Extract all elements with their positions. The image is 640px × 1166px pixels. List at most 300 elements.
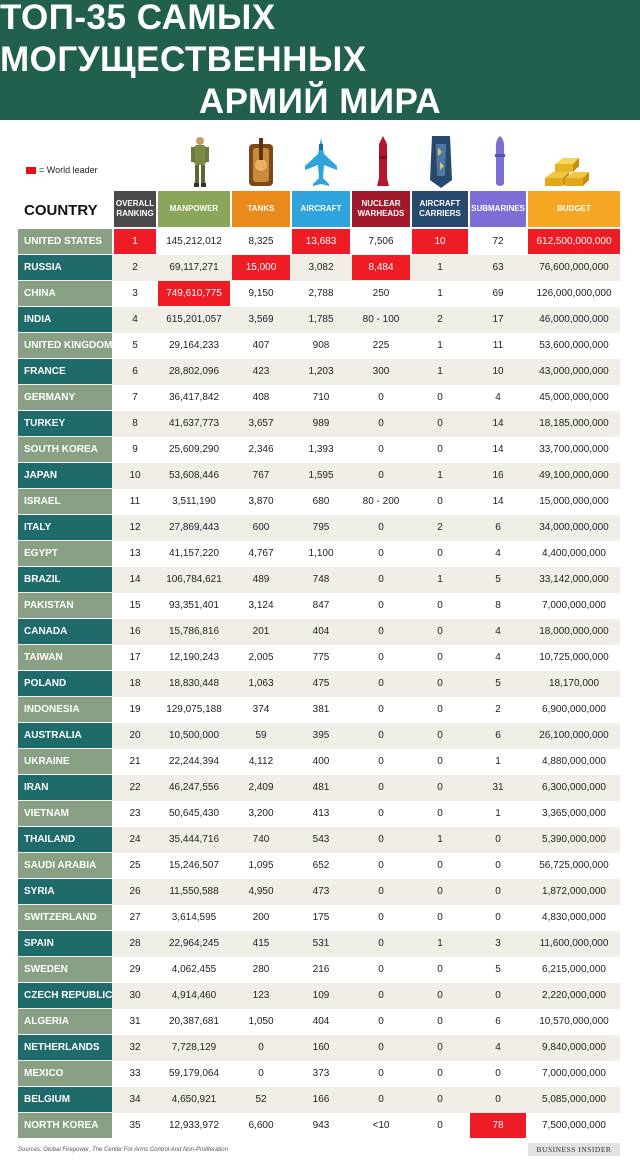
cell-manpower: 25,609,290 <box>168 444 220 455</box>
cell-carriers: 0 <box>437 756 443 767</box>
table-row <box>18 801 620 827</box>
cell-aircraft: 473 <box>312 886 330 897</box>
cell-submarines: 6 <box>495 730 501 741</box>
table-row <box>18 463 620 489</box>
cell-aircraft: 2,788 <box>308 288 334 299</box>
cell-budget: 18,170,000 <box>548 678 600 689</box>
cell-tanks: 9,150 <box>248 288 274 299</box>
cell-budget: 9,840,000,000 <box>542 1042 606 1053</box>
cell-manpower: 15,786,816 <box>168 626 220 637</box>
title-band <box>0 0 640 120</box>
cell-budget: 33,142,000,000 <box>539 574 609 585</box>
cell-budget: 2,220,000,000 <box>542 990 606 1001</box>
column-header-manpower: MANPOWER <box>158 191 230 227</box>
cell-nuclear: 0 <box>378 964 384 975</box>
cell-budget: 46,000,000,000 <box>539 314 609 325</box>
column-header-submarines: SUBMARINES <box>470 191 526 227</box>
table-row <box>18 567 620 593</box>
country-name: AUSTRALIA <box>18 723 112 748</box>
cell-carriers: 0 <box>437 678 443 689</box>
cell-submarines: 78 <box>470 1113 526 1138</box>
country-name: CHINA <box>18 281 112 306</box>
table-row <box>18 307 620 333</box>
table-row <box>18 645 620 671</box>
cell-aircraft: 481 <box>312 782 330 793</box>
cell-rank: 21 <box>129 756 141 767</box>
cell-nuclear: 0 <box>378 522 384 533</box>
cell-submarines: 0 <box>495 1094 501 1105</box>
cell-rank: 26 <box>129 886 141 897</box>
cell-manpower: 4,650,921 <box>171 1094 217 1105</box>
cell-carriers: 2 <box>437 522 443 533</box>
country-name: BRAZIL <box>18 567 112 592</box>
table-row <box>18 281 620 307</box>
cell-carriers: 2 <box>437 314 443 325</box>
cell-manpower: 41,637,773 <box>168 418 220 429</box>
cell-budget: 53,600,000,000 <box>539 340 609 351</box>
country-name: UNITED KINGDOM <box>18 333 112 358</box>
submarine-icon <box>490 132 510 188</box>
cell-submarines: 10 <box>492 366 504 377</box>
country-name: INDIA <box>18 307 112 332</box>
soldier-icon <box>180 132 220 188</box>
cell-aircraft: 652 <box>312 860 330 871</box>
cell-budget: 5,390,000,000 <box>542 834 606 845</box>
cell-aircraft: 1,785 <box>308 314 334 325</box>
legend-swatch <box>26 167 36 174</box>
cell-submarines: 6 <box>495 1016 501 1027</box>
cell-submarines: 0 <box>495 912 501 923</box>
cell-budget: 43,000,000,000 <box>539 366 609 377</box>
cell-aircraft: 160 <box>312 1042 330 1053</box>
table-row <box>18 385 620 411</box>
carrier-icon <box>424 132 458 188</box>
cell-manpower: 28,802,096 <box>168 366 220 377</box>
title-line-2: АРМИЙ МИРА <box>198 82 442 121</box>
cell-aircraft: 710 <box>312 392 330 403</box>
cell-rank: 32 <box>129 1042 141 1053</box>
cell-rank: 12 <box>129 522 141 533</box>
cell-aircraft: 1,203 <box>308 366 334 377</box>
cell-nuclear: 0 <box>378 548 384 559</box>
cell-tanks: 201 <box>252 626 270 637</box>
cell-tanks: 3,657 <box>248 418 274 429</box>
cell-rank: 4 <box>132 314 138 325</box>
cell-budget: 34,000,000,000 <box>539 522 609 533</box>
cell-submarines: 2 <box>495 704 501 715</box>
cell-submarines: 4 <box>495 548 501 559</box>
cell-nuclear: 0 <box>378 626 384 637</box>
cell-carriers: 1 <box>437 262 443 273</box>
cell-nuclear: 0 <box>378 392 384 403</box>
country-column-header: COUNTRY <box>24 202 98 219</box>
cell-budget: 6,300,000,000 <box>542 782 606 793</box>
cell-submarines: 0 <box>495 1068 501 1079</box>
cell-nuclear: 7,506 <box>368 236 394 247</box>
cell-carriers: 0 <box>437 496 443 507</box>
title-line-1: ТОП-35 САМЫХ МОГУЩЕСТВЕННЫХ <box>0 0 367 79</box>
cell-nuclear: 0 <box>378 834 384 845</box>
cell-rank: 22 <box>129 782 141 793</box>
cell-nuclear: 0 <box>378 782 384 793</box>
cell-aircraft: 175 <box>312 912 330 923</box>
cell-rank: 8 <box>132 418 138 429</box>
cell-submarines: 4 <box>495 652 501 663</box>
cell-carriers: 0 <box>437 782 443 793</box>
cell-manpower: 69,117,271 <box>169 262 219 273</box>
cell-manpower: 749,610,775 <box>158 281 230 306</box>
cell-carriers: 0 <box>437 652 443 663</box>
cell-rank: 25 <box>129 860 141 871</box>
column-header-nuclear: NUCLEAR WARHEADS <box>352 191 410 227</box>
cell-manpower: 59,179,064 <box>168 1068 220 1079</box>
cell-carriers: 0 <box>437 418 443 429</box>
cell-budget: 10,570,000,000 <box>539 1016 609 1027</box>
cell-nuclear: 0 <box>378 1016 384 1027</box>
cell-carriers: 1 <box>437 938 443 949</box>
cell-nuclear: 80 - 200 <box>362 496 400 507</box>
cell-submarines: 4 <box>495 626 501 637</box>
cell-carriers: 0 <box>437 392 443 403</box>
country-name: SOUTH KOREA <box>18 437 112 462</box>
cell-nuclear: 0 <box>378 1068 384 1079</box>
cell-nuclear: 0 <box>378 1094 384 1105</box>
country-name: INDONESIA <box>18 697 112 722</box>
cell-tanks: 4,767 <box>248 548 274 559</box>
cell-manpower: 129,075,188 <box>166 704 222 715</box>
column-header-rank: OVERALL RANKING <box>114 191 156 227</box>
cell-budget: 6,900,000,000 <box>542 704 606 715</box>
cell-tanks: 408 <box>252 392 270 403</box>
cell-carriers: 0 <box>437 444 443 455</box>
cell-nuclear: 0 <box>378 704 384 715</box>
country-name: SYRIA <box>18 879 112 904</box>
cell-rank: 3 <box>132 288 138 299</box>
country-name: VIETNAM <box>18 801 112 826</box>
cell-budget: 49,100,000,000 <box>539 470 609 481</box>
cell-manpower: 93,351,401 <box>168 600 220 611</box>
cell-rank: 16 <box>129 626 141 637</box>
cell-aircraft: 3,082 <box>308 262 334 273</box>
cell-nuclear: 0 <box>378 418 384 429</box>
cell-submarines: 14 <box>492 444 504 455</box>
cell-submarines: 4 <box>495 392 501 403</box>
cell-carriers: 0 <box>437 886 443 897</box>
cell-rank: 7 <box>132 392 138 403</box>
table-row <box>18 515 620 541</box>
table-row <box>18 359 620 385</box>
cell-manpower: 41,157,220 <box>168 548 220 559</box>
cell-tanks: 0 <box>258 1042 264 1053</box>
country-name: RUSSIA <box>18 255 112 280</box>
cell-aircraft: 748 <box>312 574 330 585</box>
cell-submarines: 17 <box>492 314 504 325</box>
cell-manpower: 615,201,057 <box>166 314 222 325</box>
cell-aircraft: 216 <box>312 964 330 975</box>
cell-nuclear: 0 <box>378 444 384 455</box>
country-name: CANADA <box>18 619 112 644</box>
country-name: THAILAND <box>18 827 112 852</box>
column-header-tanks: TANKS <box>232 191 290 227</box>
sources-note: Sources: Global Firepower, The Center For Arms Control And Non-Proliferation <box>18 1147 228 1153</box>
cell-tanks: 2,346 <box>248 444 274 455</box>
cell-submarines: 3 <box>495 938 501 949</box>
cell-aircraft: 531 <box>312 938 330 949</box>
table-row <box>18 1061 620 1087</box>
country-name: NORTH KOREA <box>18 1113 112 1138</box>
cell-carriers: 10 <box>412 229 468 254</box>
cell-manpower: 50,645,430 <box>168 808 220 819</box>
cell-rank: 35 <box>129 1120 141 1131</box>
cell-nuclear: 0 <box>378 808 384 819</box>
cell-nuclear: 250 <box>372 288 390 299</box>
cell-nuclear: 8,484 <box>352 255 410 280</box>
cell-submarines: 6 <box>495 522 501 533</box>
cell-nuclear: 0 <box>378 574 384 585</box>
cell-manpower: 11,550,588 <box>169 886 219 897</box>
cell-carriers: 1 <box>437 288 443 299</box>
cell-manpower: 27,869,443 <box>168 522 220 533</box>
table-row <box>18 983 620 1009</box>
cell-rank: 34 <box>129 1094 141 1105</box>
cell-budget: 18,185,000,000 <box>539 418 609 429</box>
cell-tanks: 123 <box>252 990 270 1001</box>
country-name: NETHERLANDS <box>18 1035 112 1060</box>
cell-aircraft: 908 <box>312 340 330 351</box>
cell-tanks: 280 <box>252 964 270 975</box>
tank-icon <box>243 132 279 188</box>
cell-submarines: 16 <box>492 470 504 481</box>
cell-budget: 6,215,000,000 <box>542 964 606 975</box>
cell-tanks: 423 <box>252 366 270 377</box>
country-name: JAPAN <box>18 463 112 488</box>
table-row <box>18 931 620 957</box>
cell-aircraft: 395 <box>312 730 330 741</box>
cell-submarines: 72 <box>492 236 504 247</box>
table-row <box>18 593 620 619</box>
cell-rank: 24 <box>129 834 141 845</box>
table-row <box>18 723 620 749</box>
cell-carriers: 0 <box>437 1016 443 1027</box>
country-name: SPAIN <box>18 931 112 956</box>
cell-rank: 18 <box>129 678 141 689</box>
cell-rank: 20 <box>129 730 141 741</box>
cell-budget: 15,000,000,000 <box>539 496 609 507</box>
cell-budget: 33,700,000,000 <box>539 444 609 455</box>
country-name: SWITZERLAND <box>18 905 112 930</box>
cell-carriers: 1 <box>437 574 443 585</box>
cell-tanks: 767 <box>252 470 270 481</box>
cell-submarines: 1 <box>495 808 501 819</box>
cell-carriers: 0 <box>437 990 443 1001</box>
cell-budget: 56,725,000,000 <box>539 860 609 871</box>
cell-carriers: 0 <box>437 860 443 871</box>
cell-aircraft: 404 <box>312 626 330 637</box>
cell-submarines: 5 <box>495 678 501 689</box>
cell-submarines: 5 <box>495 574 501 585</box>
cell-rank: 28 <box>129 938 141 949</box>
table-row <box>18 1087 620 1113</box>
cell-submarines: 0 <box>495 860 501 871</box>
cell-nuclear: 225 <box>372 340 390 351</box>
cell-aircraft: 680 <box>312 496 330 507</box>
country-name: CZECH REPUBLIC <box>18 983 112 1008</box>
cell-aircraft: 381 <box>312 704 330 715</box>
cell-aircraft: 109 <box>312 990 330 1001</box>
cell-budget: 76,600,000,000 <box>539 262 609 273</box>
cell-submarines: 0 <box>495 834 501 845</box>
cell-tanks: 1,050 <box>248 1016 274 1027</box>
table-row <box>18 697 620 723</box>
cell-budget: 612,500,000,000 <box>528 229 620 254</box>
cell-budget: 18,000,000,000 <box>539 626 609 637</box>
cell-aircraft: 847 <box>312 600 330 611</box>
brand-logo: BUSINESS INSIDER <box>528 1143 620 1156</box>
cell-submarines: 31 <box>492 782 504 793</box>
cell-budget: 4,400,000,000 <box>542 548 606 559</box>
cell-manpower: 3,511,190 <box>172 496 216 507</box>
country-name: PAKISTAN <box>18 593 112 618</box>
cell-aircraft: 413 <box>312 808 330 819</box>
cell-rank: 10 <box>129 470 141 481</box>
table-row <box>18 1113 620 1139</box>
jet-icon <box>300 132 342 188</box>
country-name: MEXICO <box>18 1061 112 1086</box>
country-name: ALGERIA <box>18 1009 112 1034</box>
table-row <box>18 1009 620 1035</box>
country-name: ITALY <box>18 515 112 540</box>
cell-submarines: 4 <box>495 1042 501 1053</box>
cell-tanks: 15,000 <box>232 255 290 280</box>
cell-manpower: 7,728,129 <box>171 1042 217 1053</box>
legend <box>26 165 98 175</box>
cell-manpower: 12,190,243 <box>168 652 220 663</box>
cell-manpower: 46,247,556 <box>168 782 220 793</box>
cell-nuclear: 0 <box>378 1042 384 1053</box>
gold-bars-icon <box>540 132 596 188</box>
cell-carriers: 0 <box>437 626 443 637</box>
cell-budget: 10,725,000,000 <box>539 652 609 663</box>
cell-tanks: 1,063 <box>248 678 274 689</box>
cell-nuclear: 80 - 100 <box>362 314 400 325</box>
country-name: UNITED STATES <box>18 229 112 254</box>
cell-budget: 45,000,000,000 <box>539 392 609 403</box>
cell-nuclear: 0 <box>378 912 384 923</box>
table-row <box>18 957 620 983</box>
cell-manpower: 4,062,455 <box>171 964 217 975</box>
cell-carriers: 0 <box>437 600 443 611</box>
cell-tanks: 6,600 <box>248 1120 274 1131</box>
cell-submarines: 69 <box>492 288 504 299</box>
country-name: TAIWAN <box>18 645 112 670</box>
cell-carriers: 0 <box>437 1120 443 1131</box>
cell-carriers: 0 <box>437 808 443 819</box>
cell-aircraft: 775 <box>312 652 330 663</box>
cell-carriers: 1 <box>437 340 443 351</box>
column-header-aircraft: AIRCRAFT <box>292 191 350 227</box>
cell-aircraft: 1,393 <box>308 444 334 455</box>
cell-carriers: 0 <box>437 1042 443 1053</box>
cell-rank: 5 <box>132 340 138 351</box>
cell-submarines: 11 <box>492 340 504 351</box>
cell-nuclear: 0 <box>378 938 384 949</box>
cell-budget: 126,000,000,000 <box>536 288 612 299</box>
cell-rank: 33 <box>129 1068 141 1079</box>
cell-nuclear: <10 <box>372 1120 390 1131</box>
cell-rank: 14 <box>129 574 141 585</box>
table-row <box>18 1035 620 1061</box>
cell-nuclear: 0 <box>378 600 384 611</box>
cell-manpower: 18,830,448 <box>168 678 220 689</box>
table-row <box>18 671 620 697</box>
missile-icon <box>370 132 396 188</box>
cell-manpower: 22,964,245 <box>168 938 220 949</box>
cell-budget: 1,872,000,000 <box>542 886 606 897</box>
column-header-row <box>18 191 620 229</box>
cell-manpower: 15,246,507 <box>168 860 220 871</box>
cell-tanks: 59 <box>255 730 267 741</box>
cell-tanks: 3,124 <box>248 600 274 611</box>
cell-tanks: 600 <box>252 522 270 533</box>
cell-manpower: 20,387,681 <box>168 1016 220 1027</box>
cell-tanks: 415 <box>252 938 270 949</box>
table-row <box>18 827 620 853</box>
cell-carriers: 0 <box>437 964 443 975</box>
column-header-carriers: AIRCRAFT CARRIERS <box>412 191 468 227</box>
cell-manpower: 35,444,716 <box>168 834 220 845</box>
table-row <box>18 489 620 515</box>
cell-budget: 4,880,000,000 <box>542 756 606 767</box>
cell-rank: 2 <box>132 262 138 273</box>
cell-aircraft: 1,100 <box>308 548 334 559</box>
cell-manpower: 3,614,595 <box>171 912 217 923</box>
cell-rank: 29 <box>129 964 141 975</box>
table-row <box>18 853 620 879</box>
cell-carriers: 0 <box>437 730 443 741</box>
cell-aircraft: 373 <box>312 1068 330 1079</box>
table-row <box>18 333 620 359</box>
cell-tanks: 374 <box>252 704 270 715</box>
column-header-budget: BUDGET <box>528 191 620 227</box>
cell-carriers: 1 <box>437 834 443 845</box>
cell-submarines: 0 <box>495 990 501 1001</box>
cell-tanks: 0 <box>258 1068 264 1079</box>
cell-carriers: 1 <box>437 470 443 481</box>
cell-rank: 31 <box>129 1016 141 1027</box>
cell-carriers: 0 <box>437 912 443 923</box>
cell-carriers: 1 <box>437 366 443 377</box>
cell-budget: 5,085,000,000 <box>542 1094 606 1105</box>
country-name: EGYPT <box>18 541 112 566</box>
country-name: ISRAEL <box>18 489 112 514</box>
cell-budget: 4,830,000,000 <box>542 912 606 923</box>
cell-carriers: 0 <box>437 1094 443 1105</box>
legend-label: = World leader <box>39 165 98 175</box>
cell-submarines: 14 <box>492 496 504 507</box>
table-row <box>18 749 620 775</box>
cell-nuclear: 0 <box>378 886 384 897</box>
cell-manpower: 29,164,233 <box>168 340 220 351</box>
cell-rank: 23 <box>129 808 141 819</box>
cell-tanks: 3,200 <box>248 808 274 819</box>
cell-nuclear: 0 <box>378 652 384 663</box>
cell-nuclear: 0 <box>378 990 384 1001</box>
table-row <box>18 411 620 437</box>
cell-manpower: 4,914,460 <box>171 990 217 1001</box>
table-row <box>18 255 620 281</box>
cell-budget: 11,600,000,000 <box>539 938 609 949</box>
cell-submarines: 5 <box>495 964 501 975</box>
